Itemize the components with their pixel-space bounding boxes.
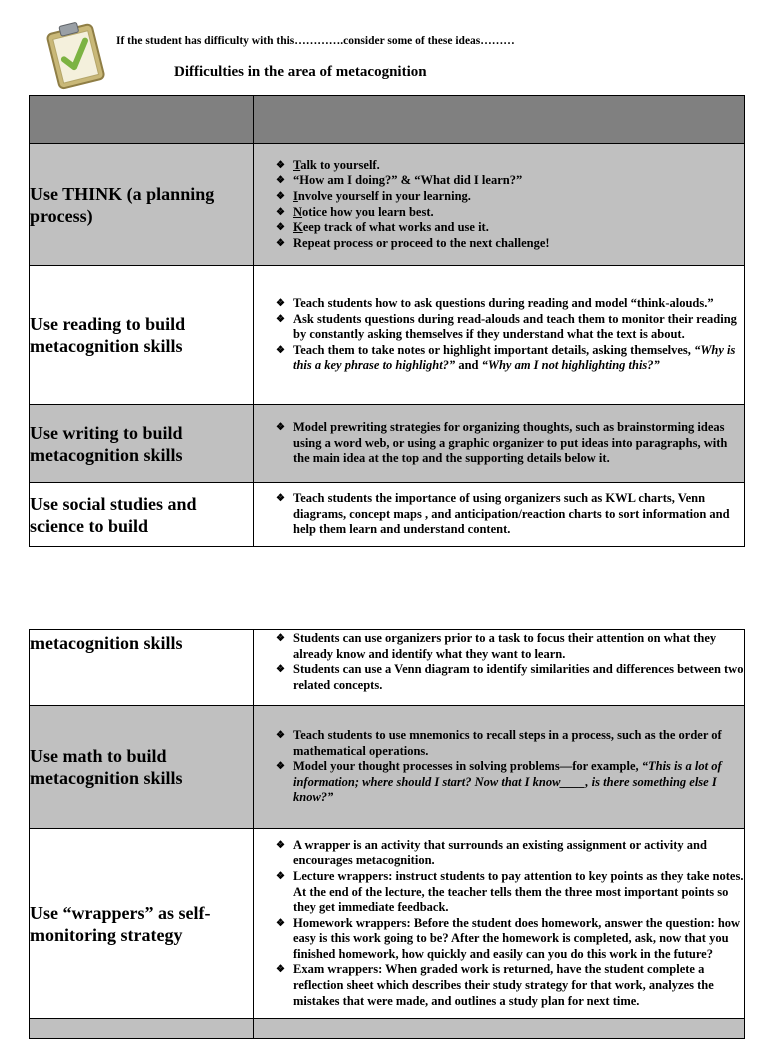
table-row [30,483,745,547]
bullet-list [254,491,744,538]
table-header-row [30,96,745,144]
list-item: ❖ Teach students to use mnemonics to recall steps in a process, such as the order of mathematical operations. [276,728,744,759]
row-label: Use reading to build metacognition skills [30,266,254,405]
list-item: ❖ Model your thought processes in solving problems—for example, “This is a lot of information; where should I start? Now that I know____, is there something else I know?” [276,759,744,806]
list-item: ❖ Involve yourself in your learning. [276,189,744,205]
list-item: ❖ Teach them to take notes or highlight important details, asking themselves, “Why is this a key phrase to highlight?” and “Why am I not highlighting this?” [276,343,744,374]
list-item: ❖ A wrapper is an activity that surrounds an existing assignment or activity and encourages metacognition. [276,838,744,869]
table-row [30,405,745,483]
table-row [30,144,745,266]
bullet-list [254,420,744,467]
bullet-list [254,158,744,252]
table-row [30,706,745,829]
row-label: Use social studies and science to build [30,483,254,547]
list-item: ❖ “How am I doing?” & “What did I learn?” [276,173,744,189]
list-item: ❖ Model prewriting strategies for organizing thoughts, such as brainstorming ideas using a word web, or using a graphic organizer to put ideas into paragraphs, with the main idea at the top and the supporting details below it. [276,420,744,467]
list-item: ❖ Exam wrappers: When graded work is returned, have the student complete a reflection sheet which describes their study strategy for that work, analyzes the mistakes that were made, and outlines a study plan for next time. [276,962,744,1009]
table-row [30,829,745,1019]
list-item: ❖ Students can use organizers prior to a task to focus their attention on what they already know and identify what they want to learn. [276,631,744,662]
page-subtitle: Difficulties in the area of metacognition [174,64,427,80]
list-item: ❖ Repeat process or proceed to the next challenge! [276,236,744,252]
bullet-list [254,838,744,1010]
row-label: Use writing to build metacognition skills [30,405,254,483]
row-label: Use “wrappers” as self-monitoring strategy [30,829,254,1019]
list-item: ❖ Teach students how to ask questions during reading and model “think-alouds.” [276,296,744,312]
table-row [30,1019,745,1039]
list-item: ❖ Homework wrappers: Before the student does homework, answer the question: how easy is this work going to be? After the homework is completed, ask, now that you finished homework, how quickly and easily can you do this work in the future? [276,916,744,963]
row-label: metacognition skills [30,630,254,706]
bullet-list [254,728,744,806]
list-item: ❖ Teach students the importance of using organizers such as KWL charts, Venn diagrams, concept maps , and anticipation/reaction charts to sort information and help them learn and understand content. [276,491,744,538]
row-label: Use math to build metacognition skills [30,706,254,829]
clipboard-check-icon [40,14,114,90]
table-row [30,266,745,405]
table-row [30,630,745,706]
list-item: ❖ Lecture wrappers: instruct students to pay attention to key points as they take notes. At the end of the lecture, the teacher tells them the three most important points so they get immediate feedback. [276,869,744,916]
bullet-list [254,631,744,693]
list-item: ❖ Students can use a Venn diagram to identify similarities and differences between two related concepts. [276,662,744,693]
list-item: ❖ Ask students questions during read-alouds and teach them to monitor their reading by constantly asking themselves if they understand what the text is about. [276,312,744,343]
list-item: ❖ Talk to yourself. [276,158,744,174]
list-item: ❖ Keep track of what works and use it. [276,220,744,236]
list-item: ❖ Notice how you learn best. [276,205,744,221]
strategies-table-part2 [29,629,745,1039]
row-label: Use THINK (a planning process) [30,144,254,266]
intro-text: If the student has difficulty with this………….consider some of these ideas……… [116,35,515,47]
bullet-list [254,296,744,374]
strategies-table-part1 [29,95,745,547]
